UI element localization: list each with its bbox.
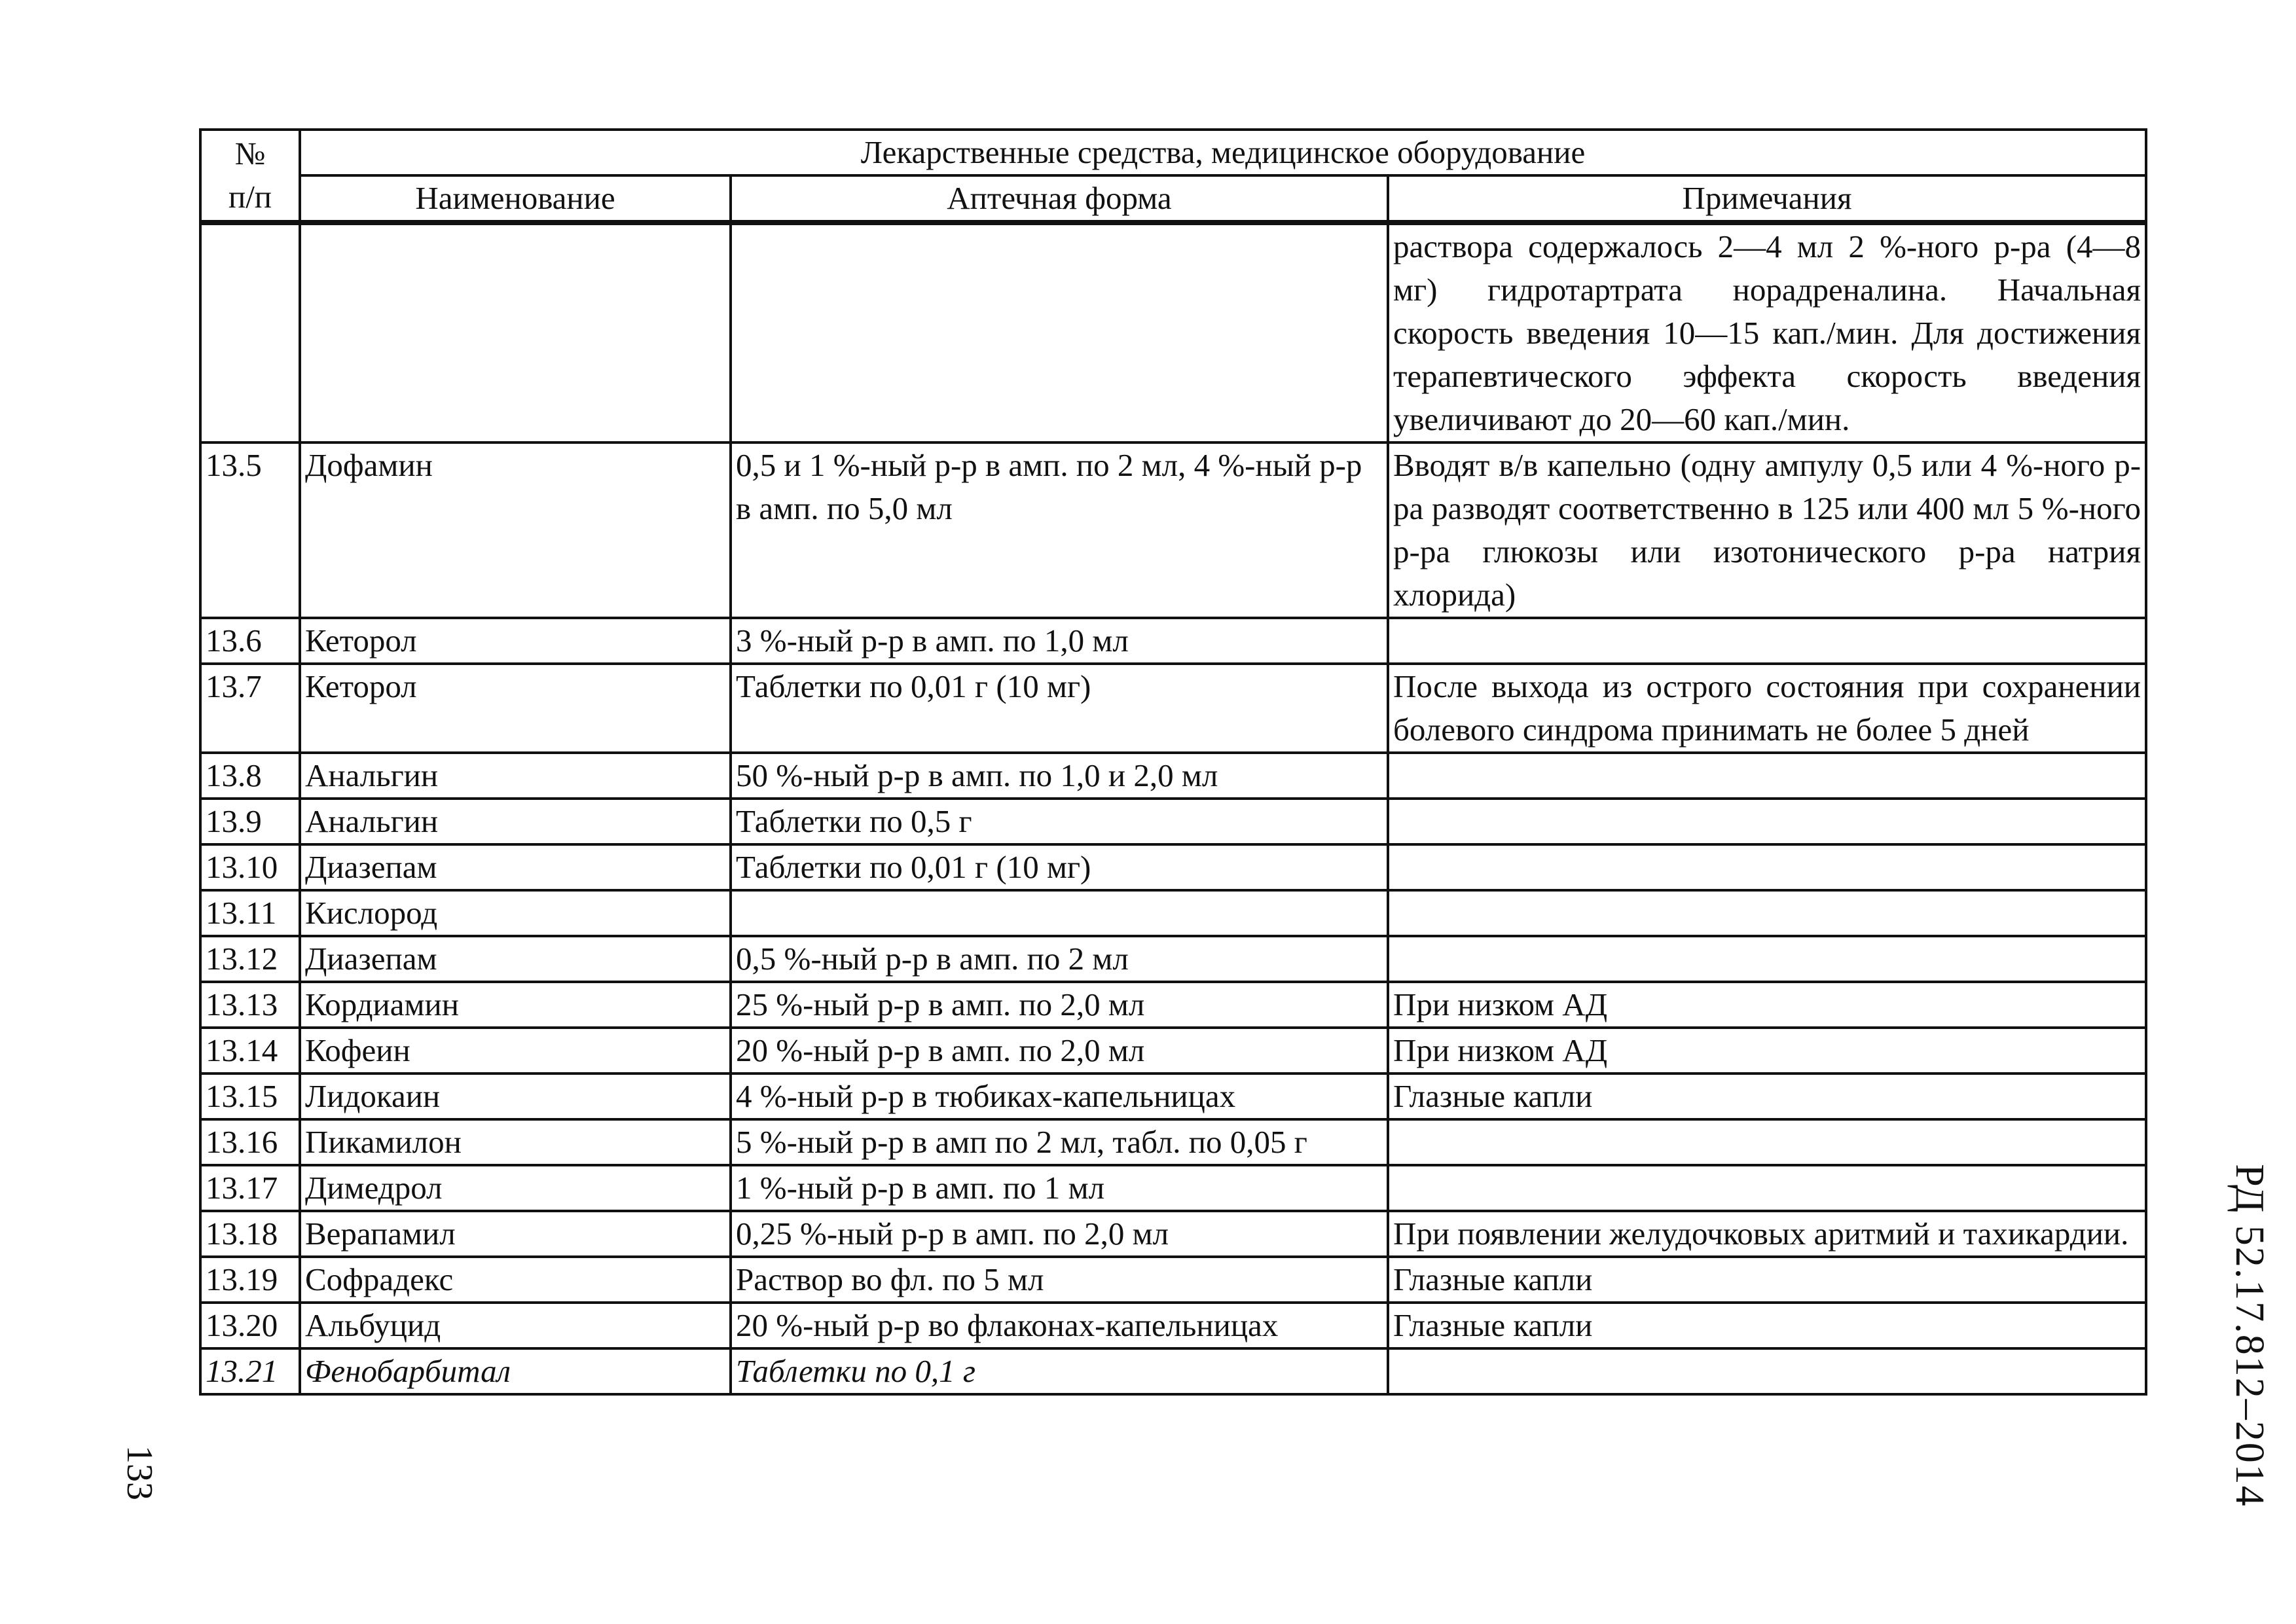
row-notes: Глазные капли	[1388, 1257, 2146, 1303]
row-name: Кеторол	[300, 618, 731, 664]
row-form: 0,5 %-ный р-р в амп. по 2 мл	[731, 936, 1388, 982]
row-number: 13.20	[200, 1303, 300, 1348]
row-notes	[1388, 799, 2146, 844]
row-notes	[1388, 1165, 2146, 1211]
row-number: 13.9	[200, 799, 300, 844]
row-name: Кислород	[300, 890, 731, 936]
row-form: Раствор во фл. по 5 мл	[731, 1257, 1388, 1303]
row-notes	[1388, 1119, 2146, 1165]
table-row	[200, 890, 2146, 936]
table-row	[200, 442, 2146, 618]
header-notes: Примечания	[1388, 175, 2146, 223]
row-form: 4 %-ный р-р в тюбиках-капельницах	[731, 1074, 1388, 1119]
table-row	[200, 223, 2146, 442]
row-form: 20 %-ный р-р во флаконах-капельницах	[731, 1303, 1388, 1348]
row-number: 13.17	[200, 1165, 300, 1211]
row-form: 20 %-ный р-р в амп. по 2,0 мл	[731, 1028, 1388, 1074]
header-form: Аптечная форма	[731, 175, 1388, 223]
row-number: 13.19	[200, 1257, 300, 1303]
row-notes: После выхода из острого состояния при сохранении болевого синдрома принимать не более 5 дней	[1388, 664, 2146, 753]
row-form	[731, 223, 1388, 442]
table-row	[200, 936, 2146, 982]
table-row	[200, 1165, 2146, 1211]
header-number-label: № п/п	[228, 135, 272, 215]
page-number	[117, 1440, 162, 1506]
row-form: 50 %-ный р-р в амп. по 1,0 и 2,0 мл	[731, 753, 1388, 799]
row-notes: При низком АД	[1388, 1028, 2146, 1074]
table-row	[200, 664, 2146, 753]
row-number: 13.15	[200, 1074, 300, 1119]
row-name: Диазепам	[300, 844, 731, 890]
table-row	[200, 1028, 2146, 1074]
row-number: 13.6	[200, 618, 300, 664]
row-form: Таблетки по 0,01 г (10 мг)	[731, 664, 1388, 753]
row-number: 13.10	[200, 844, 300, 890]
row-notes	[1388, 936, 2146, 982]
header-name: Наименование	[300, 175, 731, 223]
row-name: Анальгин	[300, 799, 731, 844]
row-number: 13.14	[200, 1028, 300, 1074]
row-notes: Глазные капли	[1388, 1303, 2146, 1348]
row-form	[731, 890, 1388, 936]
row-notes	[1388, 1348, 2146, 1394]
table-row	[200, 1074, 2146, 1119]
drug-table	[199, 128, 2147, 1396]
table-row	[200, 1211, 2146, 1257]
row-name: Лидокаин	[300, 1074, 731, 1119]
document-code-text: РД 52.17.812–2014	[2227, 1163, 2272, 1507]
row-name: Кеторол	[300, 664, 731, 753]
row-notes	[1388, 890, 2146, 936]
row-form: Таблетки по 0,1 г	[731, 1348, 1388, 1394]
row-form: 0,5 и 1 %-ный р-р в амп. по 2 мл, 4 %-ный р-р в амп. по 5,0 мл	[731, 442, 1388, 618]
row-number: 13.5	[200, 442, 300, 618]
row-name: Верапамил	[300, 1211, 731, 1257]
row-name: Пикамилон	[300, 1119, 731, 1165]
header-group-title: Лекарственные средства, медицинское оборудование	[300, 130, 2146, 175]
row-number	[200, 223, 300, 442]
table-row	[200, 753, 2146, 799]
table-row	[200, 982, 2146, 1028]
row-name: Дофамин	[300, 442, 731, 618]
row-name: Диазепам	[300, 936, 731, 982]
row-notes	[1388, 844, 2146, 890]
row-form: 0,25 %-ный р-р в амп. по 2,0 мл	[731, 1211, 1388, 1257]
row-number: 13.18	[200, 1211, 300, 1257]
row-form: 1 %-ный р-р в амп. по 1 мл	[731, 1165, 1388, 1211]
row-name: Димедрол	[300, 1165, 731, 1211]
row-number: 13.13	[200, 982, 300, 1028]
page-number-text: 133	[119, 1445, 160, 1500]
row-name: Кофеин	[300, 1028, 731, 1074]
row-form: Таблетки по 0,5 г	[731, 799, 1388, 844]
row-form: 5 %-ный р-р в амп по 2 мл, табл. по 0,05 г	[731, 1119, 1388, 1165]
row-form: Таблетки по 0,01 г (10 мг)	[731, 844, 1388, 890]
table-row	[200, 1257, 2146, 1303]
row-name: Анальгин	[300, 753, 731, 799]
row-notes: Вводят в/в капельно (одну ампулу 0,5 или 4 %-ного р-ра разводят соответственно в 125 или 400 мл 5 %-ного р-ра глюкозы или изотонического р-ра натрия хлорида)	[1388, 442, 2146, 618]
row-number: 13.11	[200, 890, 300, 936]
header-number	[200, 130, 300, 223]
table-row	[200, 1303, 2146, 1348]
row-notes: раствора содержалось 2—4 мл 2 %-ного р-ра (4—8 мг) гидротартрата норадреналина. Начальная скорость введения 10—15 кап./мин. Для достижения терапевтического эффекта скорость введения увеличивают до 20—60 кап./мин.	[1388, 223, 2146, 442]
table-row	[200, 799, 2146, 844]
table-row	[200, 1348, 2146, 1394]
table-row	[200, 1119, 2146, 1165]
row-name: Кордиамин	[300, 982, 731, 1028]
row-number: 13.8	[200, 753, 300, 799]
row-number: 13.21	[200, 1348, 300, 1394]
table-row	[200, 618, 2146, 664]
row-notes	[1388, 618, 2146, 664]
row-notes: При низком АД	[1388, 982, 2146, 1028]
row-number: 13.16	[200, 1119, 300, 1165]
row-notes	[1388, 753, 2146, 799]
row-name: Софрадекс	[300, 1257, 731, 1303]
document-code	[2216, 1152, 2282, 1519]
row-form: 25 %-ный р-р в амп. по 2,0 мл	[731, 982, 1388, 1028]
row-notes: Глазные капли	[1388, 1074, 2146, 1119]
row-form: 3 %-ный р-р в амп. по 1,0 мл	[731, 618, 1388, 664]
row-name	[300, 223, 731, 442]
row-notes: При появлении желудочковых аритмий и тахикардии.	[1388, 1211, 2146, 1257]
table-row	[200, 844, 2146, 890]
row-name: Альбуцид	[300, 1303, 731, 1348]
row-number: 13.12	[200, 936, 300, 982]
row-number: 13.7	[200, 664, 300, 753]
row-name: Фенобарбитал	[300, 1348, 731, 1394]
